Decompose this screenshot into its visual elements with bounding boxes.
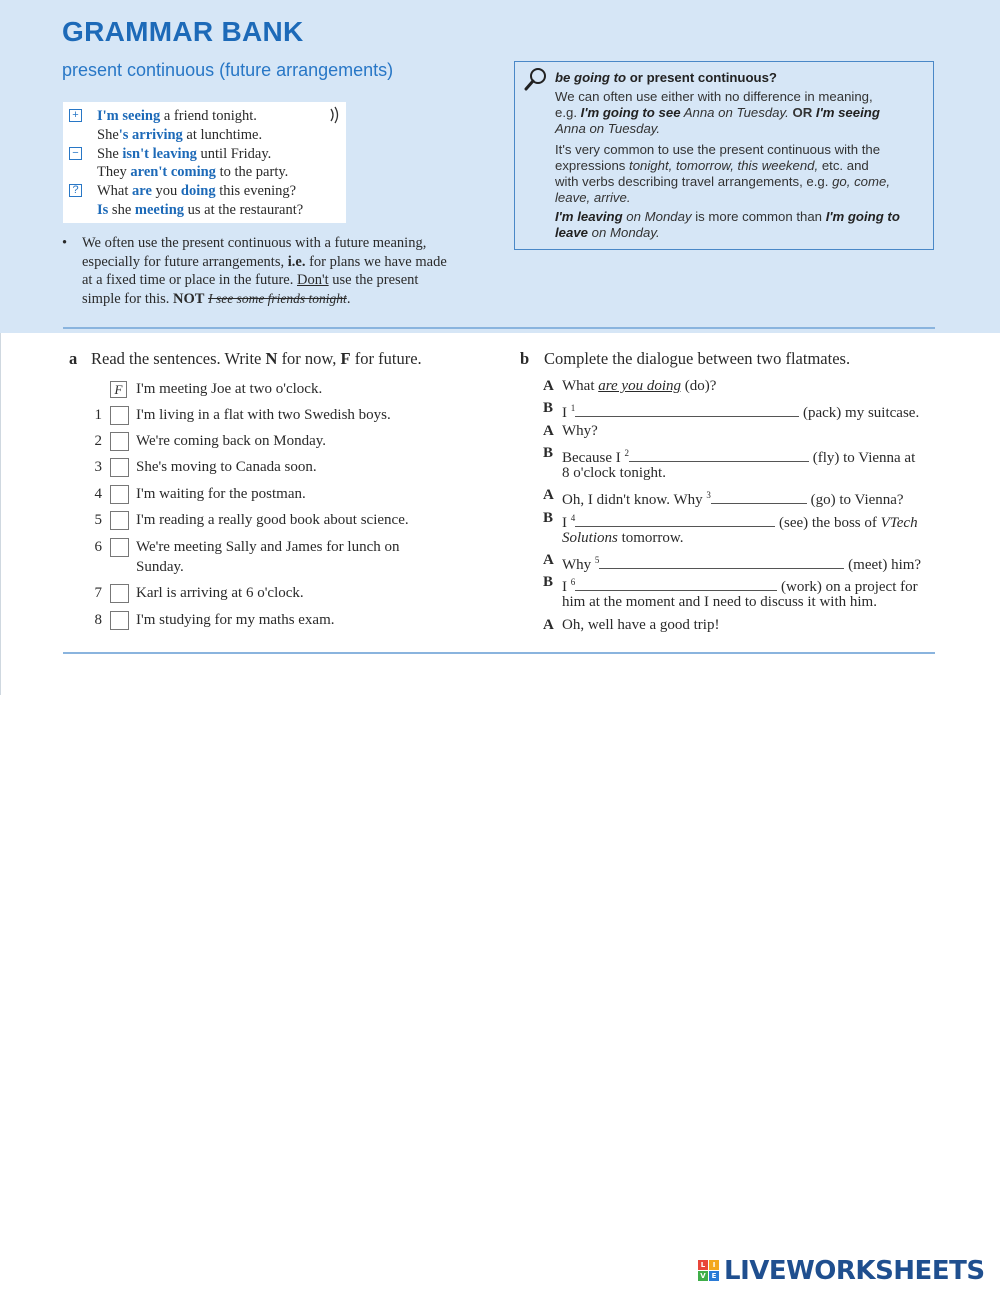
answer-box-5[interactable]: [110, 511, 129, 530]
answer-box-2[interactable]: [110, 432, 129, 451]
answer-box-4[interactable]: [110, 485, 129, 504]
note-heading: be going to or present continuous?: [555, 70, 777, 85]
page-subtitle: present continuous (future arrangements): [62, 60, 394, 80]
divider-bottom: [63, 652, 935, 654]
gap-5-input[interactable]: [599, 554, 844, 569]
gap-3-input[interactable]: [711, 489, 807, 504]
gap-6-input[interactable]: [575, 576, 777, 591]
minus-icon: −: [69, 147, 82, 160]
examples-box: + I'm seeing a friend tonight. She's arriving at lunchtime. − She isn't leaving until Friday. They aren't coming to the party. ? What are you doing this evening? Is she meeting us at the restaurant?: [63, 102, 346, 223]
magnifier-icon: [523, 67, 549, 96]
bullet-dot: •: [62, 235, 68, 251]
note-box: [514, 61, 934, 250]
gap-4-input[interactable]: [575, 512, 775, 527]
note-paragraph-3: I'm leaving on Monday is more common than I'm going to leave on Monday.: [555, 209, 900, 240]
speaker-waves-icon[interactable]: [328, 106, 342, 128]
answer-box-3[interactable]: [110, 458, 129, 477]
question-icon: ?: [69, 184, 82, 197]
gap-2-input[interactable]: [629, 447, 809, 462]
example-answer: are you doing: [598, 378, 681, 394]
logo-text: LIVEWORKSHEETS: [724, 1256, 985, 1286]
gap-1-input[interactable]: [575, 402, 799, 417]
example-answer-box: F: [110, 381, 127, 398]
note-paragraph-1: We can often use either with no difference in meaning, e.g. I'm going to see Anna on Tuesday. OR I'm seeing Anna on Tuesday.: [555, 89, 880, 136]
answer-box-1[interactable]: [110, 406, 129, 425]
plus-icon: +: [69, 109, 82, 122]
answer-box-6[interactable]: [110, 538, 129, 557]
logo-tiles: L I V E: [698, 1260, 720, 1282]
note-paragraph-2: It's very common to use the present continuous with the expressions tonight, tomorrow, this weekend, etc. and with verbs describing travel arrangements, e.g. go, come, leave, arrive.: [555, 142, 890, 205]
answer-box-8[interactable]: [110, 611, 129, 630]
page-title: GRAMMAR BANK: [62, 16, 304, 47]
answer-box-7[interactable]: [110, 584, 129, 603]
divider-top: [63, 327, 935, 329]
left-margin-line: [0, 333, 1, 695]
rule-text: We often use the present continuous with a future meaning, especially for future arrangements, i.e. for plans we have made at a fixed time or place in the future. Don't use the present simple for this. NOT I see some friends tonight.: [82, 235, 447, 307]
